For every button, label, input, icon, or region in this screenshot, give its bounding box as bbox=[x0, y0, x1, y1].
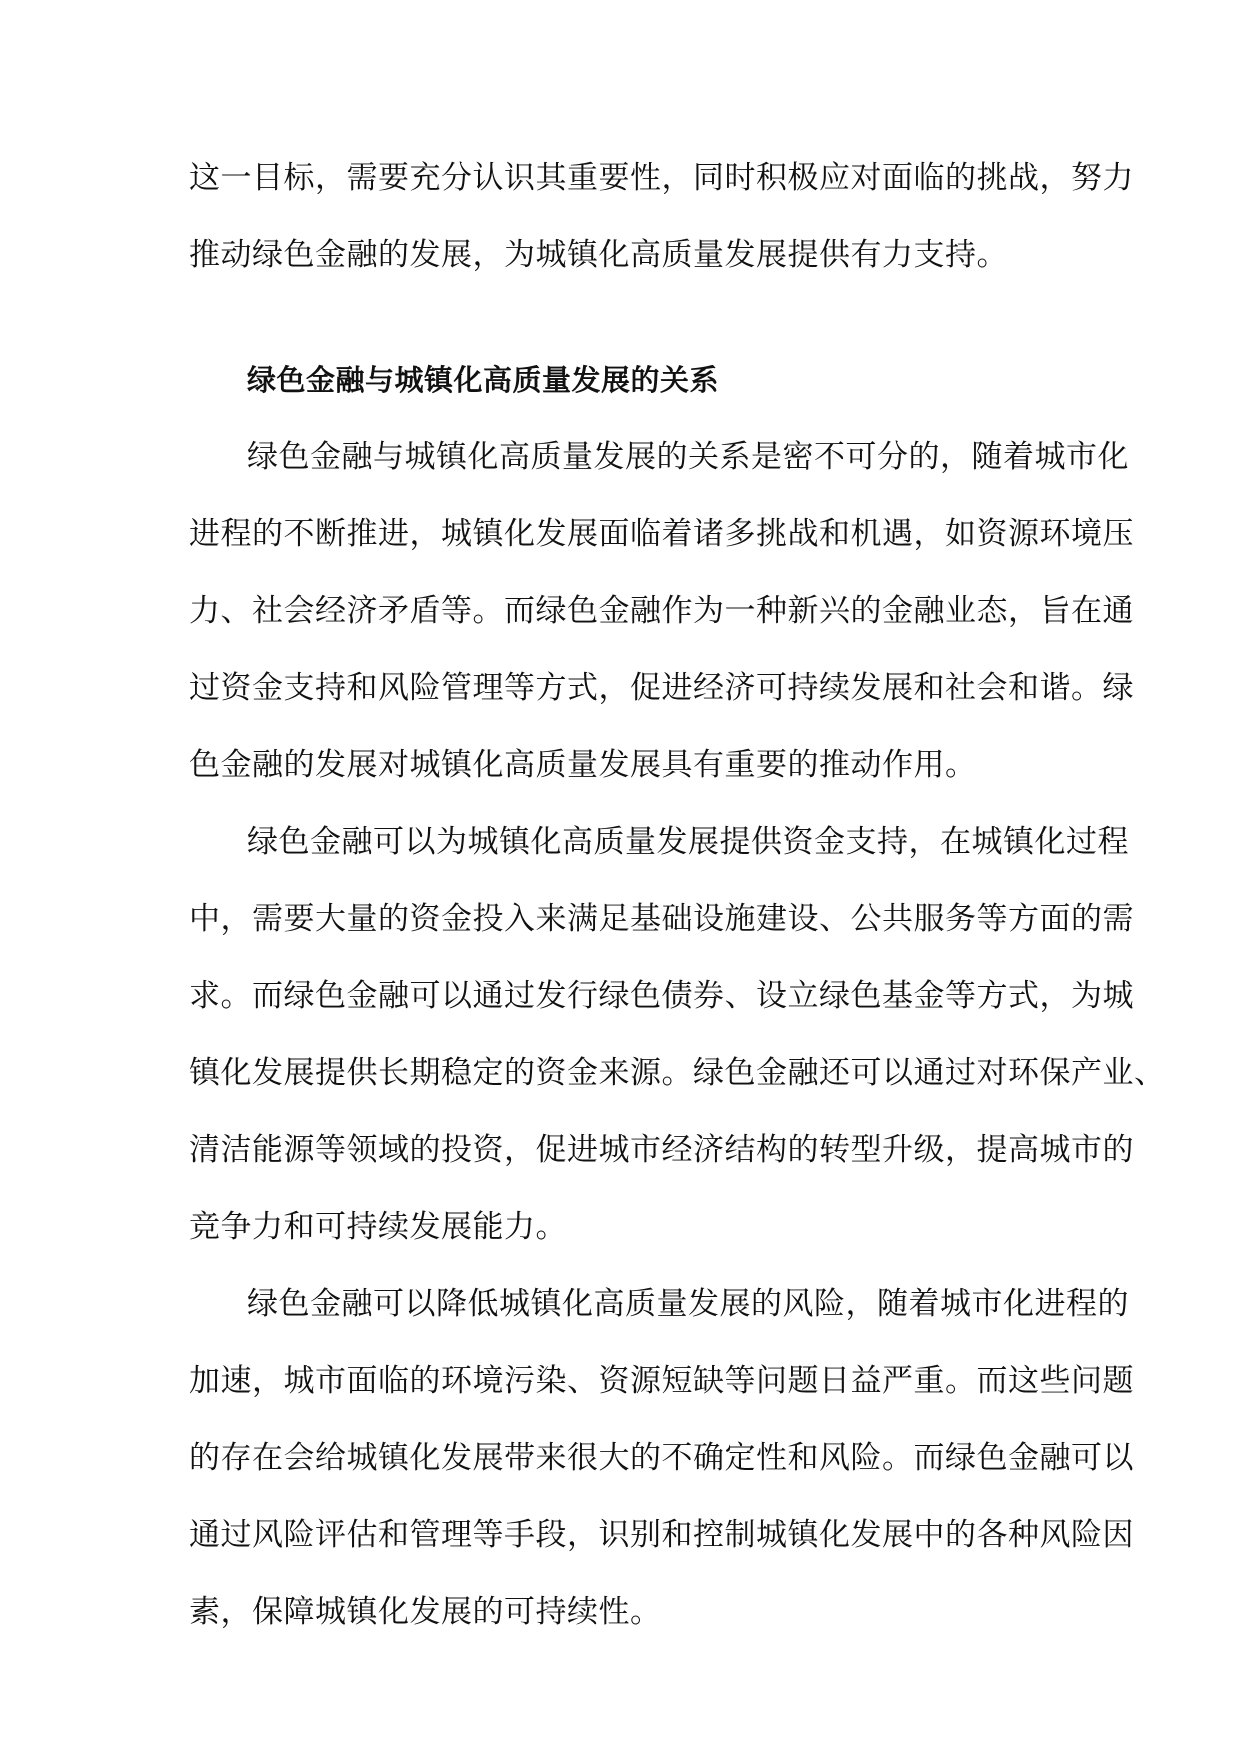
paragraph-3 bbox=[189, 1266, 1134, 1651]
text-line: 镇化发展提供长期稳定的资金来源。绿色金融还可以通过对环保产业、 bbox=[189, 1055, 1166, 1091]
section-heading: 绿色金融与城镇化高质量发展的关系 bbox=[247, 363, 720, 397]
document-body bbox=[189, 140, 1166, 1651]
text-line: 色金融的发展对城镇化高质量发展具有重要的推动作用。 bbox=[189, 747, 977, 783]
text-line: 竞争力和可持续发展能力。 bbox=[189, 1209, 567, 1245]
text-line: 的存在会给城镇化发展带来很大的不确定性和风险。而绿色金融可以 bbox=[189, 1440, 1134, 1476]
text-line: 素，保障城镇化发展的可持续性。 bbox=[189, 1594, 662, 1630]
text-line: 清洁能源等领域的投资，促进城市经济结构的转型升级，提高城市的 bbox=[189, 1132, 1134, 1168]
text-line: 中，需要大量的资金投入来满足基础设施建设、公共服务等方面的需 bbox=[189, 901, 1134, 937]
text-line: 通过风险评估和管理等手段，识别和控制城镇化发展中的各种风险因 bbox=[189, 1517, 1134, 1553]
paragraph-1 bbox=[189, 419, 1134, 804]
text-line: 绿色金融可以降低城镇化高质量发展的风险，随着城市化进程的 bbox=[247, 1286, 1129, 1322]
text-line: 这一目标，需要充分认识其重要性，同时积极应对面临的挑战，努力 bbox=[189, 160, 1134, 196]
paragraph-2 bbox=[189, 804, 1166, 1266]
text-line: 进程的不断推进，城镇化发展面临着诸多挑战和机遇，如资源环境压 bbox=[189, 516, 1134, 552]
text-line: 过资金支持和风险管理等方式，促进经济可持续发展和社会和谐。绿 bbox=[189, 670, 1134, 706]
text-line: 求。而绿色金融可以通过发行绿色债券、设立绿色基金等方式，为城 bbox=[189, 978, 1134, 1014]
intro-paragraph bbox=[189, 140, 1134, 294]
text-line: 绿色金融可以为城镇化高质量发展提供资金支持，在城镇化过程 bbox=[247, 824, 1129, 860]
section-gap bbox=[189, 294, 1051, 342]
text-line: 绿色金融与城镇化高质量发展的关系是密不可分的，随着城市化 bbox=[247, 439, 1129, 475]
text-line: 力、社会经济矛盾等。而绿色金融作为一种新兴的金融业态，旨在通 bbox=[189, 593, 1134, 629]
text-line: 推动绿色金融的发展，为城镇化高质量发展提供有力支持。 bbox=[189, 237, 1008, 273]
text-line: 加速，城市面临的环境污染、资源短缺等问题日益严重。而这些问题 bbox=[189, 1363, 1134, 1399]
